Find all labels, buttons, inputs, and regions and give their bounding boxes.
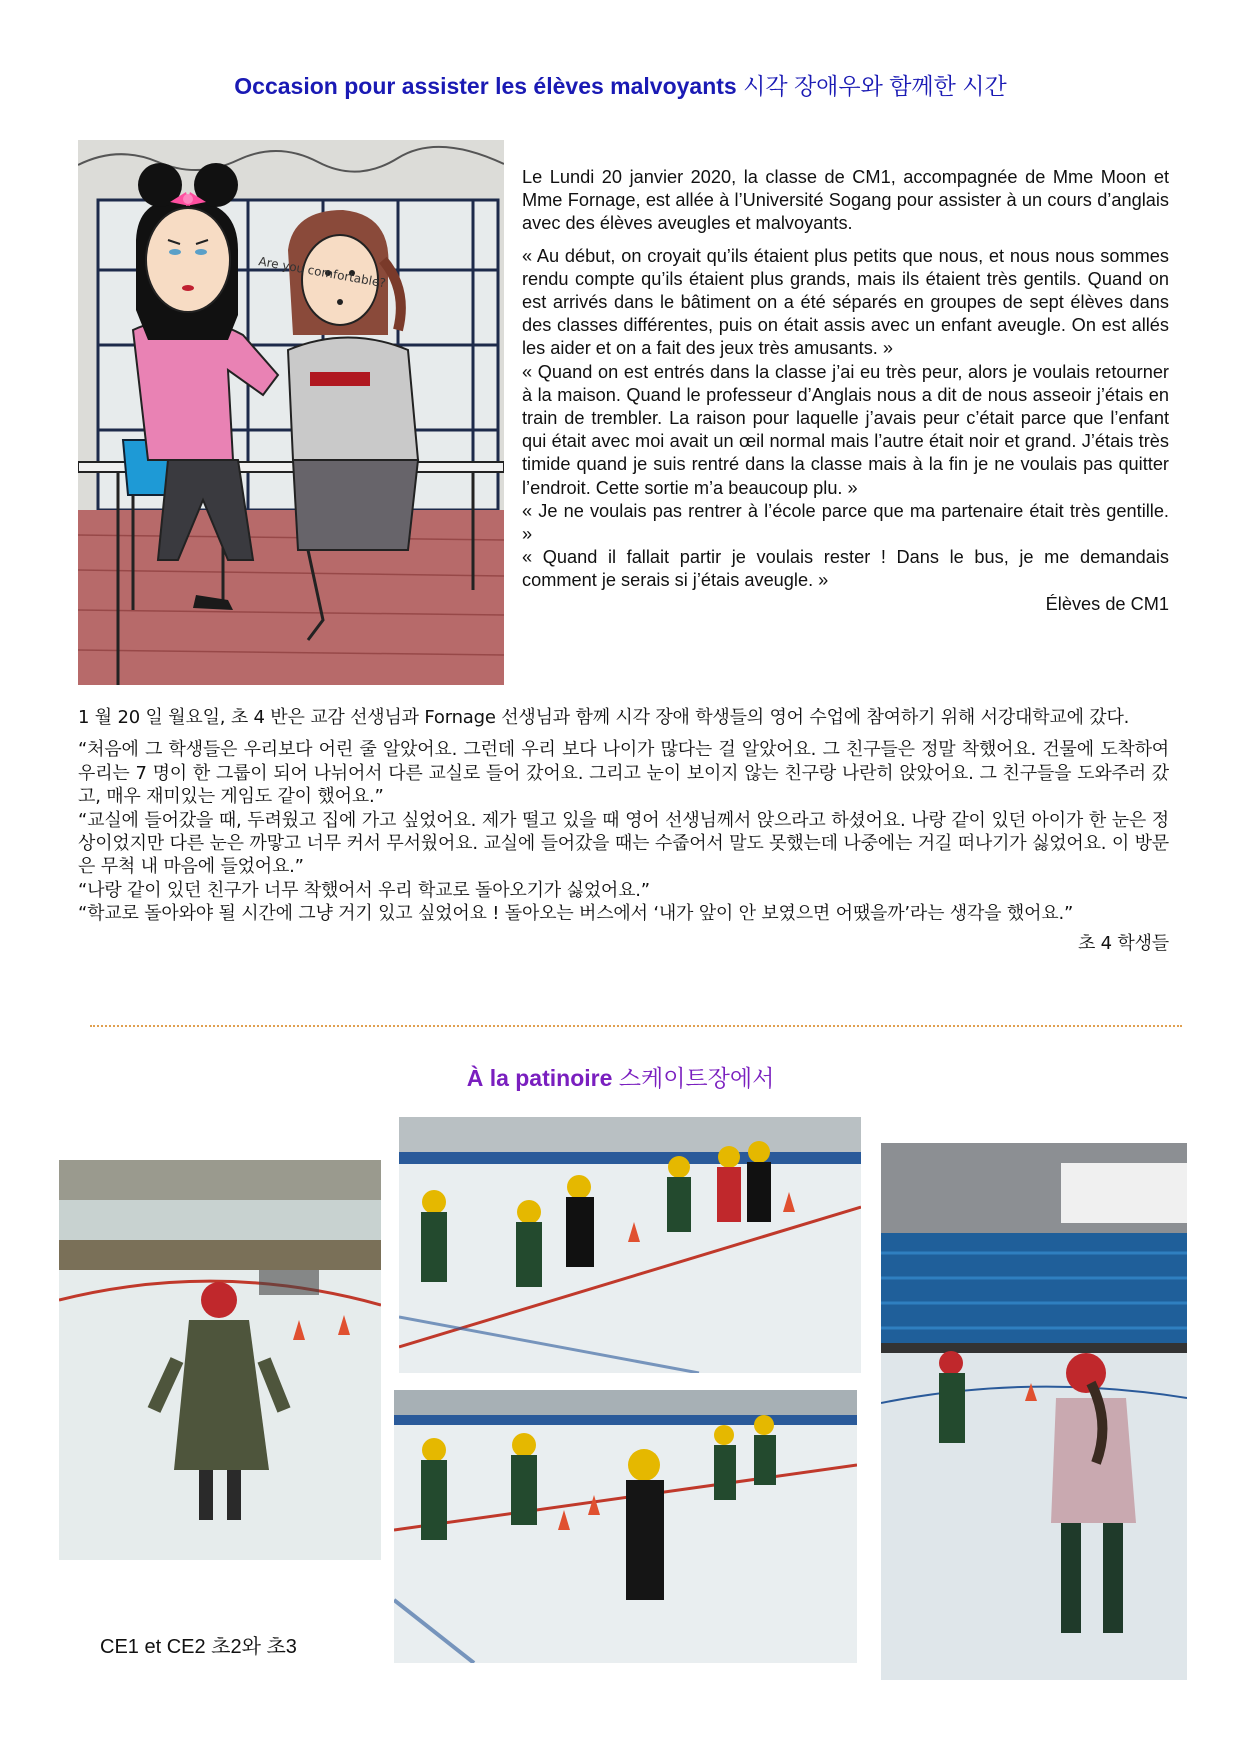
skating-photo-3-image	[394, 1390, 857, 1663]
title2-french: À la patinoire	[466, 1065, 613, 1091]
section-title-ice-rink	[0, 1060, 1241, 1093]
skating-photo-4-image	[881, 1143, 1187, 1680]
section-title-visually-impaired	[0, 68, 1241, 101]
article-fr-quote-3: « Je ne voulais pas rentrer à l’école parce que ma partenaire était très gentille. »	[522, 500, 1169, 545]
article-fr-quote-4: « Quand il fallait partir je voulais rester ! Dans le bus, je me demandais comment je serais si j’étais aveugle. »	[522, 547, 1169, 591]
article-fr-quote-2: « Quand on est entrés dans la classe j’ai eu très peur, alors je voulais retourner à la maison. Quand le professeur d’Anglais nous a dit de nous asseoir j’étais en train de trembler. La raison pour laquelle j’avais peur c’était parce que l’enfant qui était avec moi avait un œil normal mais l’autre était noir et grand. J’étais très timide quand je suis rentré dans la classe mais à la fin je ne voulais pas quitter l’endroit. Cette sortie m’a beaucoup plu. »	[522, 361, 1169, 498]
photo-caption: CE1 et CE2 초2와 초3	[100, 1636, 297, 1658]
drawing-illustration	[78, 140, 504, 685]
skating-photo-2-image	[399, 1117, 861, 1373]
article-ko-signature: 초 4 학생들	[1077, 932, 1169, 954]
article-ko-intro: 1 월 20 일 월요일, 초 4 반은 교감 선생님과 Fornage 선생님과 함께 시각 장애 학생들의 영어 수업에 참여하기 위해 서강대학교에 갔다.	[78, 707, 1130, 728]
article-korean	[78, 706, 1169, 955]
article-ko-quote-4: “학교로 돌아와야 될 시간에 그냥 거기 있고 싶었어요 ! 돌아오는 버스에서 ‘내가 앞이 안 보였으면 어땠을까’라는 생각을 했어요.”	[78, 903, 1074, 925]
skating-photo-2	[399, 1117, 861, 1373]
title2-korean: 스케이트장에서	[618, 1065, 775, 1091]
title-korean: 시각 장애우와 함께한 시간	[743, 73, 1007, 99]
drawing-speech-text: Are you comfortable?	[257, 254, 387, 291]
skating-photo-3	[394, 1390, 857, 1663]
section-divider	[90, 1025, 1182, 1027]
article-fr-signature: Élèves de CM1	[1045, 593, 1169, 614]
article-ko-quote-3: “나랑 같이 있던 친구가 너무 착했어서 우리 학교로 돌아오기가 싫었어요.”	[78, 879, 650, 901]
article-french	[522, 166, 1169, 616]
skating-photo-1-image	[59, 1160, 381, 1560]
title-french: Occasion pour assister les élèves malvoyants	[234, 73, 737, 99]
student-drawing	[78, 140, 504, 685]
article-fr-quote-1: « Au début, on croyait qu’ils étaient plus petits que nous, et nous nous sommes rendu compte qu’ils étaient plus grands, mais ils étaient très gentils. Quand on est arrivés dans le bâtiment on a été séparés en groupes de sept élèves dans des classes différentes, puis on était assis avec un enfant aveugle. On est allés les aider et on a fait des jeux très amusants. »	[522, 245, 1169, 359]
article-fr-intro: Le Lundi 20 janvier 2020, la classe de CM1, accompagnée de Mme Moon et Mme Fornage, est allée à l’Université Sogang pour assister à un cours d’anglais avec des élèves aveugles et malvoyants.	[522, 167, 1169, 234]
article-ko-quote-2: “교실에 들어갔을 때, 두려웠고 집에 가고 싶었어요. 제가 떨고 있을 때 영어 선생님께서 앉으라고 하셨어요. 나랑 같이 있던 아이가 한 눈은 정상이었지만 다른 눈은 까맣고 너무 커서 무서웠어요. 교실에 들어갔을 때는 수줍어서 말도 못했는데 나중에는 거길 떠나기가 싫었어요. 이 방문은 무척 내 마음에 들었어요.”	[78, 809, 1169, 878]
skating-photo-4	[881, 1143, 1187, 1680]
article-ko-quote-1: “처음에 그 학생들은 우리보다 어린 줄 알았어요. 그런데 우리 보다 나이가 많다는 걸 알았어요. 그 친구들은 정말 착했어요. 건물에 도착하여 우리는 7 명이 한 그룹이 되어 나뉘어서 다른 교실로 들어 갔어요. 그리고 눈이 보이지 않는 친구랑 나란히 앉았어요. 그 친구들을 도와주러 갔고, 매우 재미있는 게임도 같이 했어요.”	[78, 739, 1169, 808]
skating-photo-1	[59, 1160, 381, 1560]
